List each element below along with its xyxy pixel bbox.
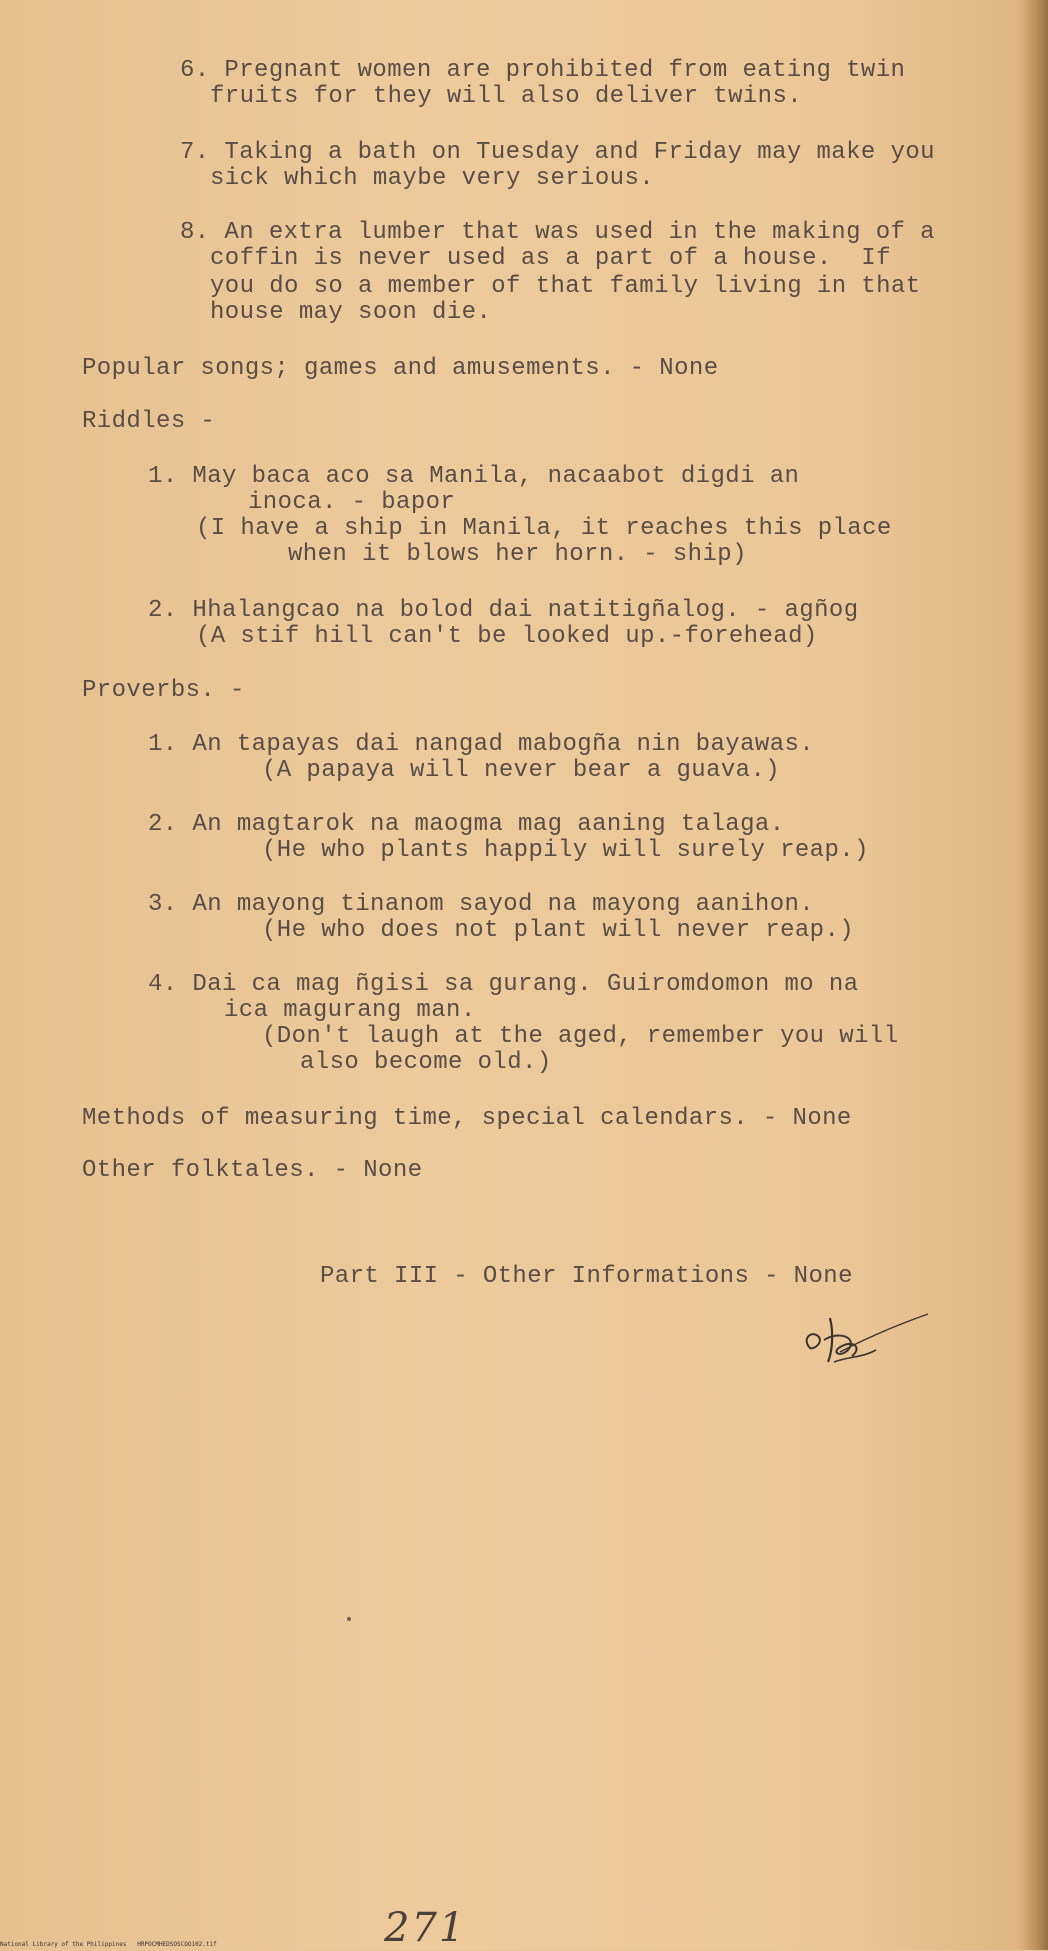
belief-item-7-cont: sick which maybe very serious.	[210, 165, 655, 192]
belief-item-6-cont: fruits for they will also deliver twins.	[210, 83, 803, 110]
proverb-4-translation: (Don't laugh at the aged, remember you will	[262, 1023, 899, 1050]
riddle-2: 2. Hhalangcao na bolod dai natitigñalog. - agñog	[148, 597, 859, 624]
paper-edge-shadow	[1022, 0, 1048, 1950]
riddle-1-answer: inoca. - bapor	[248, 489, 456, 516]
scan-footer: National Library of the Philippines HRPOCMHEDSOSCOO102.tif	[0, 1941, 217, 1948]
proverb-4-cont: ica magurang man.	[224, 997, 476, 1024]
section-folktales: Other folktales. - None	[82, 1157, 423, 1184]
paper-speck	[347, 1617, 351, 1621]
proverb-3-translation: (He who does not plant will never reap.)	[262, 917, 855, 944]
section-riddles: Riddles -	[82, 408, 216, 435]
proverb-4: 4. Dai ca mag ñgisi sa gurang. Guiromdomon mo na	[148, 971, 859, 998]
proverb-2-translation: (He who plants happily will surely reap.)	[262, 837, 869, 864]
belief-item-8-cont-3: house may soon die.	[210, 299, 492, 326]
proverb-1: 1. An tapayas dai nangad mabogña nin bayawas.	[148, 731, 815, 758]
belief-item-8: 8. An extra lumber that was used in the making of a	[180, 219, 935, 246]
riddle-1: 1. May baca aco sa Manila, nacaabot digdi an	[148, 463, 800, 490]
belief-item-7: 7. Taking a bath on Tuesday and Friday may make you	[180, 139, 935, 166]
section-proverbs: Proverbs. -	[82, 677, 245, 704]
riddle-2-translation: (A stif hill can't be looked up.-forehead)	[196, 623, 818, 650]
belief-item-6: 6. Pregnant women are prohibited from eating twin	[180, 57, 906, 84]
proverb-1-translation: (A papaya will never bear a guava.)	[262, 757, 781, 784]
page-number: 271	[384, 1905, 467, 1951]
belief-item-8-cont-2: you do so a member of that family living in that	[210, 273, 921, 300]
proverb-4-translation-cont: also become old.)	[300, 1049, 552, 1076]
handwritten-initials	[800, 1300, 930, 1380]
section-popular-songs: Popular songs; games and amusements. - None	[82, 355, 719, 382]
belief-item-8-cont-1: coffin is never used as a part of a house. If	[210, 245, 891, 272]
proverb-2: 2. An magtarok na maogma mag aaning talaga.	[148, 811, 785, 838]
part-iii-heading: Part III - Other Informations - None	[320, 1263, 853, 1290]
riddle-1-translation-cont: when it blows her horn. - ship)	[288, 541, 747, 568]
riddle-1-translation: (I have a ship in Manila, it reaches this place	[196, 515, 892, 542]
proverb-3: 3. An mayong tinanom sayod na mayong aanihon.	[148, 891, 815, 918]
section-measuring-time: Methods of measuring time, special calendars. - None	[82, 1105, 852, 1132]
